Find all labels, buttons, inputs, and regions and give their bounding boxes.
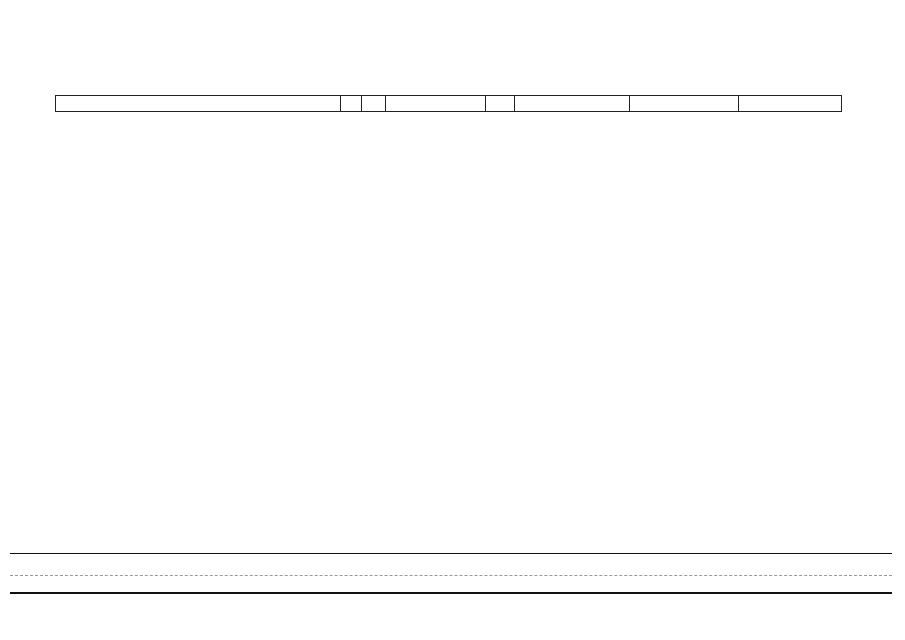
header-cell-8 (739, 96, 841, 111)
table-header-row (55, 95, 842, 112)
header-cell-5 (486, 96, 515, 111)
header-cell-6 (515, 96, 630, 111)
bottom-rule-dashed (10, 575, 892, 576)
bottom-rule-lower (10, 592, 892, 594)
header-cell-7 (630, 96, 739, 111)
header-cell-1 (56, 96, 341, 111)
bottom-rule-upper (10, 553, 892, 554)
header-cell-4 (386, 96, 486, 111)
header-cell-3 (362, 96, 386, 111)
header-cell-2 (341, 96, 362, 111)
